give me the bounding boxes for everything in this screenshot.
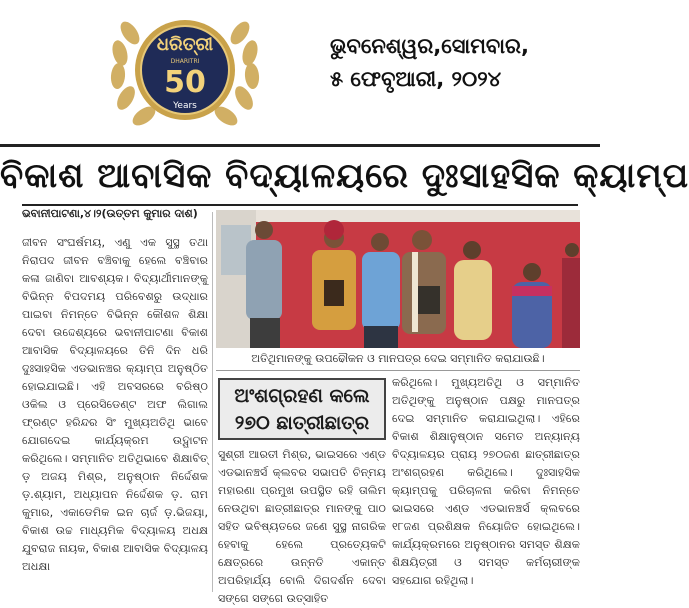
logo-wordmark: ଧରିତ୍ରୀ bbox=[156, 34, 214, 55]
headline-rule bbox=[22, 204, 578, 206]
pull-quote-line-2: ୨୭୦ ଛାତ୍ରୀଛାତ୍ର bbox=[234, 412, 370, 434]
article-column-3 bbox=[392, 374, 580, 590]
article-byline: ଭବାନୀପାଟଣା,୪।୨(ଉତ୍ତମ କୁମାର ଦାଶ) bbox=[22, 207, 198, 220]
anniversary-word: Years bbox=[173, 101, 197, 111]
dateline bbox=[330, 30, 590, 96]
masthead-rule bbox=[0, 144, 600, 147]
article-column-1 bbox=[22, 234, 208, 576]
article-headline: ବିକାଶ ଆବାସିକ ବିଦ୍ୟାଳୟରେ ଦୁଃସାହସିକ କ୍ୟାମ୍ପ bbox=[0, 156, 689, 196]
newspaper-anniversary-logo bbox=[100, 8, 270, 133]
event-photo bbox=[216, 210, 580, 348]
dateline-date: ୫ ଫେବୃଆରୀ, ୨୦୨୪ bbox=[330, 67, 502, 91]
column-2-text: ସୁଶ୍ରୀ ଆରତୀ ମିଶ୍ର, ଭାଇସରେ ଏଣ୍ଡ ଏଡଭାନଞ୍ଚର୍ସ କ୍ଲବର ସଭାପତି ଚିନ୍ମୟ ମହାରଣା ପ୍ରମୁଖ ଉପସ୍ଥିତ ରହି ତାଲିମ ନେଉଥିବା ଛାତ୍ରୀଛାତ୍ର ମାନଙ୍କୁ ପାଠ ସହିତ ଭବିଷ୍ୟତରେ ଜଣେ ସୁସ୍ଥ ନାଗରିକ ହେବାକୁ ହେଲେ ପ୍ରତ୍ୟେକଟି କ୍ଷେତ୍ରରେ ଉନ୍ନତି ଏକାନ୍ତ ଅପରିହାର୍ଯ୍ୟ ବୋଲି ଦିଗଦର୍ଶନ ଦେବା ସଙ୍ଗେ ସଙ୍ଗେ ଉତ୍ସାହିତ bbox=[218, 448, 386, 605]
anniversary-number: 50 bbox=[164, 65, 206, 100]
article-column-2 bbox=[218, 446, 386, 608]
column-1-text: ଜୀବନ ସଂଘର୍ଷମୟ, ଏଣୁ ଏକ ସୁସ୍ଥ ତଥା ନିରାପଦ ଜୀବନ ବଞ୍ଚିବାକୁ ହେଲେ ବଞ୍ଚିବାର କଳା ଜାଣିବା ଆବଶ୍ୟକ। ବିଦ୍ୟାର୍ଥୀମାନଙ୍କୁ ବିଭିନ୍ନ ବିପଦମୟ ପରିବେଶରୁ ଉଦ୍ଧାର ପାଇବା ନିମନ୍ତେ ବିଭିନ୍ନ କୌଶଳ ଶିକ୍ଷା ଦେବା ଉଦ୍ଦେଶ୍ୟରେ ଭବାନୀପାଟଣା ବିକାଶ ଆବାସିକ ବିଦ୍ୟାଳୟରେ ତିନି ଦିନ ଧରି ଦୁଃସାହସିକ ଏଡଭାନଞ୍ଚର କ୍ୟାମ୍ପ ଅନୁଷ୍ଠିତ ହୋଇଯାଇଛି। ଏହି ଅବସରରେ ବରିଷ୍ଠ ଓକିଲ ଓ ପ୍ରେସିଡେଣ୍ଟ ଅଫ ଲିଗାଲ ଫ୍ରଣ୍ଟ ହରିନ୍ଦର ସିଂ ମୁଖ୍ୟଅତିଥି ଭାବେ ଯୋଗଦେଇ କାର୍ଯ୍ୟକ୍ରମ ଉଦ୍ଘାଟନ କରିଥିଲେ। ସମ୍ମାନିତ ଅତିଥିଭାବେ ଶିକ୍ଷାବିତ୍ ଡ଼ ଅଜୟ ମିଶ୍ର, ଅନୁଷ୍ଠାନ ନିର୍ଦ୍ଦେଶକ ଡ଼.ଶ୍ୟାମ, ଅଧ୍ୟାପନ ନିର୍ଦ୍ଦେଶକ ଡ଼. ରାମ କୁମାର, ଏକାଡେମିକ ଇନ ଚାର୍ଜ ଡ଼.ଭିଜୟା, ବିକାଶ ଉଚ୍ଚ ମାଧ୍ୟମିକ ବିଦ୍ୟାଳୟ ଅଧକ୍ଷ ଯୁବରାଜ ନାୟକ, ବିକାଶ ଆବାସିକ ବିଦ୍ୟାଳୟ ଅଧକ୍ଷା bbox=[22, 236, 208, 573]
caption-rule bbox=[216, 370, 580, 371]
column-divider bbox=[212, 212, 213, 592]
photo-caption: ଅତିଥିମାନଙ୍କୁ ଉପଢୌକନ ଓ ମାନପତ୍ର ଦେଇ ସମ୍ମାନିତ କରାଯାଉଛି। bbox=[251, 352, 545, 365]
logo-small-text: DHARITRI bbox=[170, 58, 200, 65]
pull-quote-line-1: ଅଂଶଗ୍ରହଣ କଲେ bbox=[234, 385, 370, 407]
column-3-text: କରିଥିଲେ। ମୁଖ୍ୟଅତିଥି ଓ ସମ୍ମାନିତ ଅତିଥିଙ୍କୁ ଅନୁଷ୍ଠାନ ପକ୍ଷରୁ ମାନପତ୍ର ଦେଇ ସମ୍ମାନିତ କରାଯାଇଥିଲା। ଏହିରେ ବିକାଶ ଶିକ୍ଷାନୁଷ୍ଠାନ ସମେତ ଅନ୍ୟାନ୍ୟ ବିଦ୍ୟାଳୟର ପ୍ରାୟ ୨୭୦ଜଣ ଛାତ୍ରୀଛାତ୍ର ଅଂଶଗ୍ରହଣ କରିଥିଲେ। ଦୁଃସାହସିକ କ୍ୟାମ୍ପକୁ ପରିଚାଳନା କରିବା ନିମନ୍ତେ ଭାଇସରେ ଏଣ୍ଡ ଏଡଭାନଞ୍ଚର୍ସ କ୍ଲବରେ ୧୮ଜଣ ପ୍ରଶିକ୍ଷକ ନିୟୋଜିତ ହୋଇଥିଲେ। କାର୍ଯ୍ୟକ୍ରମରେ ଅନୁଷ୍ଠାନର ସମସ୍ତ ଶିକ୍ଷକ ଶିକ୍ଷୟିତ୍ରୀ ଓ ସମସ୍ତ କର୍ମଚାରୀଙ୍କ ସହଯୋଗ ରହିଥିଲା। bbox=[392, 376, 580, 587]
pull-quote-box bbox=[218, 378, 386, 440]
dateline-place-day: ଭୁବନେଶ୍ୱର,ସୋମବାର, bbox=[330, 34, 529, 58]
